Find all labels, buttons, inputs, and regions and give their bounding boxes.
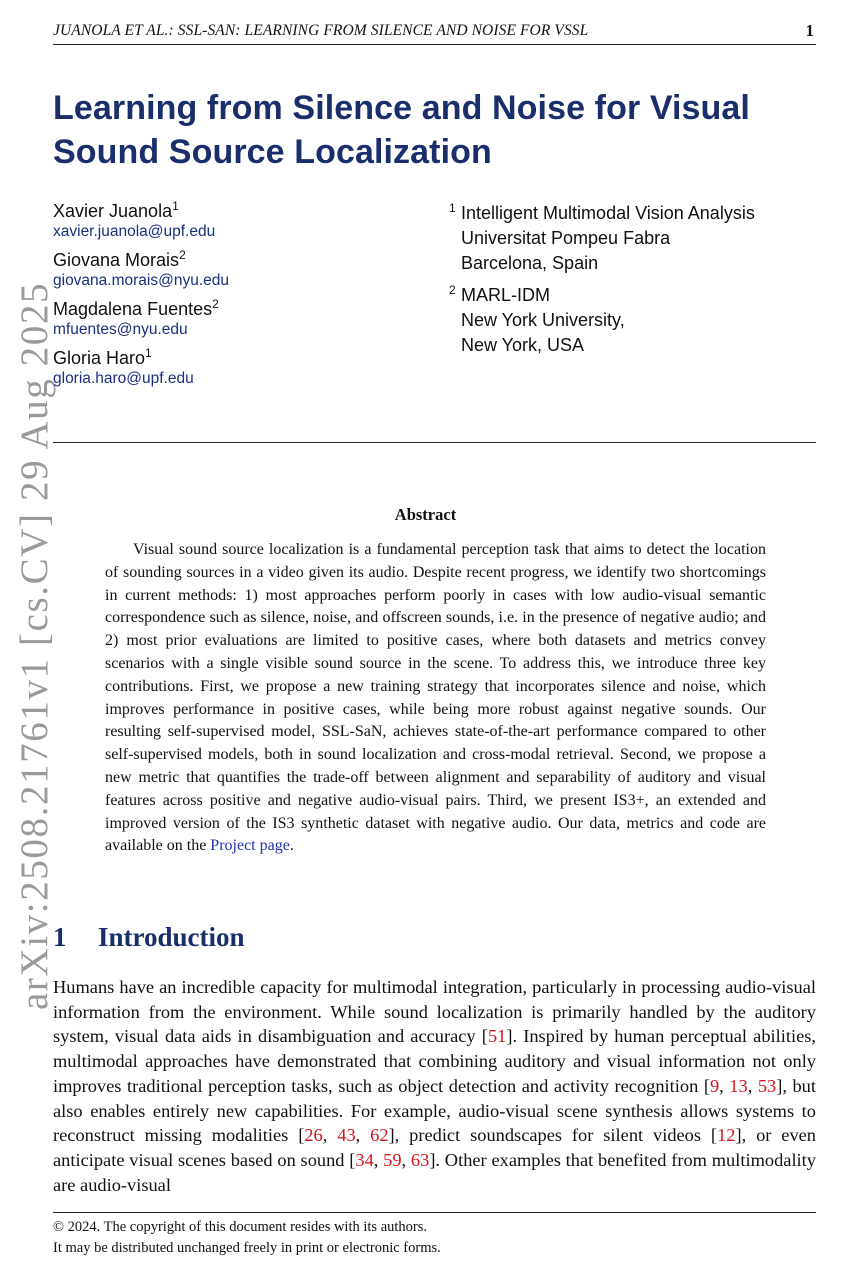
intro-text-run: ], or even anticipate visual scenes based on sound [ [53, 1125, 817, 1170]
page-number: 1 [805, 21, 814, 40]
abstract-text [105, 539, 766, 858]
running-head-title: JUANOLA ET AL.: SSL-SAN: LEARNING FROM SILENCE AND NOISE FOR VSSL [53, 22, 589, 39]
arxiv-identifier-stamp: arXiv:2508.21761v1 [cs.CV] 29 Aug 2025 [13, 281, 56, 1010]
intro-text-run: , [747, 1075, 758, 1096]
citation-link[interactable]: 51 [487, 1026, 507, 1047]
distribution-line: It may be distributed unchanged freely in print or electronic forms. [53, 1240, 441, 1256]
author-email-link[interactable]: gloria.haro@upf.edu [53, 370, 194, 387]
author-name: Magdalena Fuentes [53, 299, 213, 319]
affiliation-marker: 1 [145, 346, 152, 360]
affiliation-line: Barcelona, Spain [461, 253, 599, 273]
section-number: 1 [53, 922, 67, 952]
citation-link[interactable]: 63 [410, 1149, 430, 1170]
affiliation-number: 1 [449, 201, 456, 215]
affiliation-entry [448, 201, 828, 276]
author-entry [53, 200, 433, 242]
affiliation-number: 2 [449, 283, 456, 297]
introduction-paragraph [53, 975, 816, 1197]
citation-link[interactable]: 9 [709, 1075, 720, 1096]
header-divider [53, 442, 816, 443]
author-email-link[interactable]: giovana.morais@nyu.edu [53, 272, 230, 289]
intro-text-run: , [355, 1125, 371, 1146]
affiliation-line: Intelligent Multimodal Vision Analysis [461, 203, 755, 223]
citation-link[interactable]: 34 [355, 1149, 374, 1170]
author-entry [53, 347, 433, 389]
citation-link[interactable]: 43 [337, 1125, 356, 1146]
footer-divider [53, 1212, 816, 1213]
citation-link[interactable]: 12 [717, 1125, 736, 1146]
copyright-line: © 2024. The copyright of this document resides with its authors. [53, 1219, 428, 1235]
author-entry [53, 298, 433, 340]
intro-text-run: , [401, 1149, 411, 1170]
intro-text-run: ]. Inspired by human perceptual abilities, multimodal approaches have demonstrated that combining auditory and visual information not only improves traditional perception tasks, such as object detection and activity recognition [ [53, 1026, 817, 1096]
author-email-link[interactable]: mfuentes@nyu.edu [53, 321, 188, 338]
intro-text-run: ], predict soundscapes for silent videos [ [388, 1125, 718, 1146]
intro-text-run: , [719, 1075, 730, 1096]
section-title: Introduction [98, 922, 245, 952]
citation-link[interactable]: 53 [757, 1075, 777, 1096]
affiliation-line: Universitat Pompeu Fabra [461, 228, 671, 248]
intro-text-run: Humans have an incredible capacity for multimodal integration, particularly in processing audio-visual information from the environment. While sound localization is primarily handled by the auditory system, visual data aids in disambiguation and accuracy [ [53, 977, 816, 1047]
author-name: Xavier Juanola [53, 201, 173, 221]
intro-text-run: , [322, 1125, 338, 1146]
citation-link[interactable]: 26 [304, 1125, 323, 1146]
affiliation-line: New York University, [461, 310, 625, 330]
abstract-end-punctuation: . [289, 837, 294, 855]
abstract-body-text: Visual sound source localization is a fundamental perception task that aims to detect the location of sounding sources in a video given its audio. Despite recent progress, we identify two shortcomings in current methods: 1) most approaches perform poorly in cases with low audio-visual semantic correspondence such as silence, noise, and offscreen sounds, i.e. in the presence of negative audio; and 2) most prior evaluations are limited to positive cases, where both datasets and metrics convey scenarios with a single visible sound source in the scene. To address this, we introduce three key contributions. First, we propose a new training strategy that incorporates silence and noise, which improves performance in positive cases, while being more robust against negative sounds. Our resulting self-supervised model, SSL-SaN, achieves state-of-the-art performance compared to other self-supervised models, both in sound localization and cross-modal retrieval. Second, we propose a new metric that quantifies the trade-off between alignment and separability of auditory and visual features across positive and negative audio-visual pairs. Third, we present IS3+, an extended and improved version of the IS3 synthetic dataset with negative audio. Our data, metrics and code are available on the [105, 541, 766, 855]
section-heading [53, 920, 245, 954]
paper-title: Learning from Silence and Noise for Visual Sound Source Localization [53, 89, 750, 171]
affiliation-line: MARL-IDM [461, 285, 550, 305]
project-page-link[interactable]: Project page [210, 837, 290, 855]
author-email-link[interactable]: xavier.juanola@upf.edu [53, 223, 216, 240]
abstract-heading: Abstract [394, 505, 457, 524]
author-name: Giovana Morais [53, 250, 180, 270]
author-entry [53, 249, 433, 291]
intro-text-run: ]. Other examples that benefited from multimodality are audio-visual [53, 1149, 816, 1195]
intro-text-run: , [373, 1149, 384, 1170]
affiliation-entry [448, 283, 828, 358]
affiliation-list [448, 201, 828, 365]
author-list [53, 200, 433, 396]
affiliation-marker: 2 [179, 248, 186, 262]
affiliation-line: New York, USA [461, 335, 585, 355]
affiliation-marker: 1 [172, 199, 179, 213]
running-head [53, 20, 816, 45]
copyright-footer [53, 1217, 816, 1259]
intro-text-run: ], but also enables entirely new capabilities. For example, audio-visual scene synthesis allows systems to reconstruct missing modalities [ [53, 1075, 816, 1146]
citation-link[interactable]: 62 [370, 1125, 389, 1146]
author-name: Gloria Haro [53, 348, 146, 368]
citation-link[interactable]: 59 [383, 1149, 402, 1170]
affiliation-marker: 2 [212, 297, 219, 311]
citation-link[interactable]: 13 [729, 1075, 748, 1096]
